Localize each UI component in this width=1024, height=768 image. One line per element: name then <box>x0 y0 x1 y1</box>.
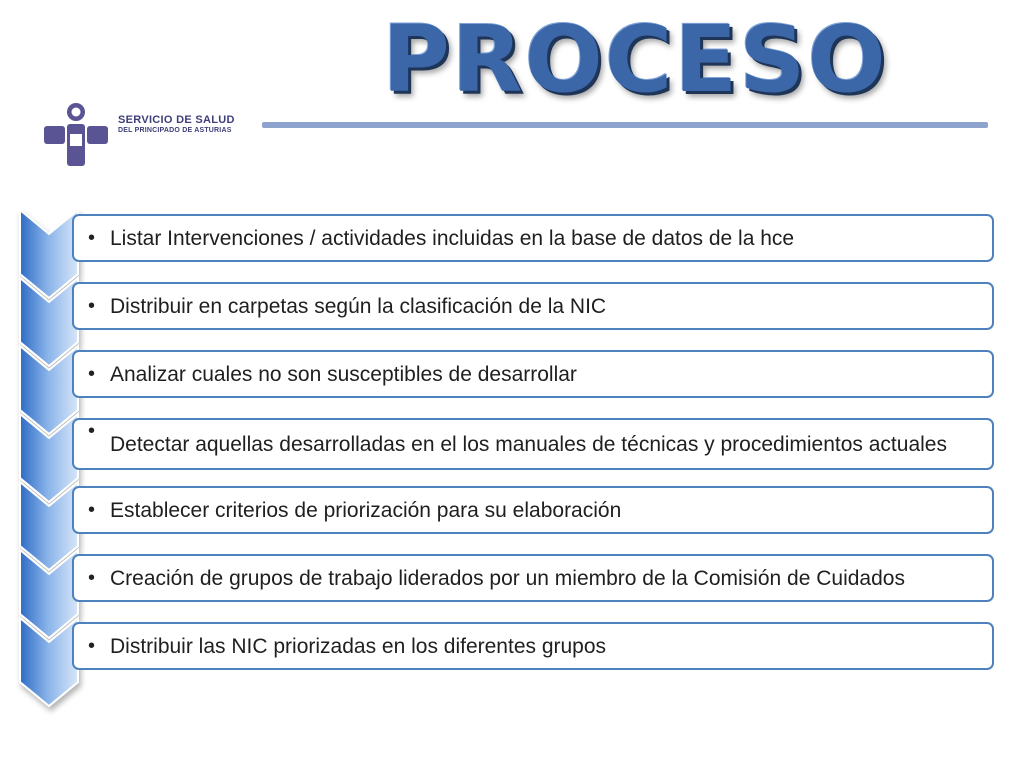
process-step-6 <box>72 554 994 602</box>
process-step-3 <box>72 350 994 398</box>
step-text: Listar Intervenciones / actividades incluidas en la base de datos de la hce <box>110 226 795 250</box>
bullet: • <box>88 420 96 442</box>
bullet: • <box>88 294 96 317</box>
organization-name-line1: SERVICIO DE SALUD <box>118 114 235 126</box>
step-text: Analizar cuales no son susceptibles de desarrollar <box>110 362 577 386</box>
bullet: • <box>88 226 96 249</box>
process-step-1 <box>72 214 994 262</box>
step-text: Distribuir las NIC priorizadas en los diferentes grupos <box>110 634 607 658</box>
step-text: Detectar aquellas desarrolladas en el los manuales de técnicas y procedimientos actuales <box>110 432 947 456</box>
cross-logo-icon <box>44 100 108 168</box>
process-step-4 <box>72 418 994 470</box>
bullet: • <box>88 498 96 521</box>
process-step-5 <box>72 486 994 534</box>
bullet: • <box>88 566 96 589</box>
process-step-2 <box>72 282 994 330</box>
organization-name-line2: DEL PRINCIPADO DE ASTURIAS <box>118 127 232 134</box>
process-step-7 <box>72 622 994 670</box>
bullet: • <box>88 634 96 657</box>
step-text: Establecer criterios de priorización para su elaboración <box>110 498 622 522</box>
step-text: Creación de grupos de trabajo liderados por un miembro de la Comisión de Cuidados <box>110 566 905 590</box>
slide-title: PROCESO <box>382 6 888 113</box>
bullet: • <box>88 362 96 385</box>
step-text: Distribuir en carpetas según la clasificación de la NIC <box>110 294 607 318</box>
organization-name <box>118 114 235 134</box>
title-underline <box>262 122 988 128</box>
